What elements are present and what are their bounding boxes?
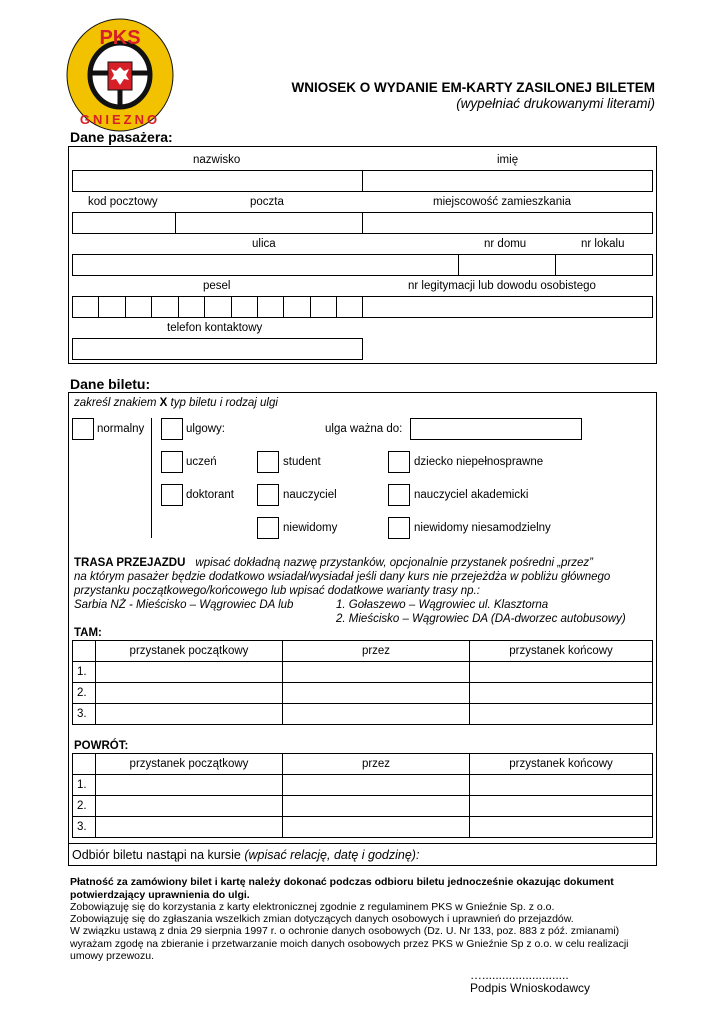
end-stop-cell[interactable] bbox=[470, 775, 653, 796]
table-row bbox=[73, 662, 653, 683]
start-stop-cell[interactable] bbox=[96, 683, 283, 704]
blind-label: niewidomy bbox=[283, 522, 338, 534]
table-header-row bbox=[73, 641, 653, 662]
teacher-checkbox[interactable] bbox=[257, 484, 279, 506]
pesel-field[interactable] bbox=[72, 296, 363, 318]
postal-code-field[interactable] bbox=[72, 212, 176, 234]
table-row bbox=[73, 817, 653, 838]
ticket-heading: Dane biletu: bbox=[70, 376, 151, 392]
flat-no-label: nr lokalu bbox=[581, 238, 625, 250]
student-label: student bbox=[283, 456, 321, 468]
flat-no-field[interactable] bbox=[555, 254, 653, 276]
route-example-1: 1. Gołaszewo – Wągrowiec ul. Klasztorna bbox=[336, 599, 549, 611]
first-name-field[interactable] bbox=[362, 170, 653, 192]
end-stop-cell[interactable] bbox=[470, 796, 653, 817]
row-number: 2. bbox=[73, 683, 96, 704]
table-row bbox=[73, 796, 653, 817]
table-header-num bbox=[73, 754, 96, 775]
ticket-instruction: zakreśl znakiem X typ biletu i rodzaj ulgi bbox=[74, 397, 278, 409]
passenger-heading: Dane pasażera: bbox=[70, 129, 173, 145]
start-stop-cell[interactable] bbox=[96, 796, 283, 817]
via-stop-cell[interactable] bbox=[283, 796, 470, 817]
payment-notice: Płatność za zamówiony bilet i kartę należy dokonać podczas odbioru biletu jednocześnie okazując dokument potwierdzający uprawnienia do ulgi. bbox=[70, 876, 614, 901]
table-header-end: przystanek końcowy bbox=[470, 641, 653, 662]
via-stop-cell[interactable] bbox=[283, 817, 470, 838]
end-stop-cell[interactable] bbox=[470, 817, 653, 838]
start-stop-cell[interactable] bbox=[96, 775, 283, 796]
valid-until-field[interactable] bbox=[410, 418, 582, 440]
id-no-field[interactable] bbox=[362, 296, 653, 318]
row-number: 1. bbox=[73, 775, 96, 796]
data-consent: W związku ustawą z dnia 29 sierpnia 1997 r. o ochronie danych osobowych (Dz. U. Nr 133, poz. 883 z póź. zmianami) wyrażam zgodę na zbieranie i przetwarzanie moich danych osobowych przez PKS w Gnieźnie Sp z o.o. w celu realizacji umowy przewozu. bbox=[70, 925, 629, 962]
city-field[interactable] bbox=[362, 212, 653, 234]
route-example-2: 2. Mieścisko – Wągrowiec DA (DA-dworzec autobusowy) bbox=[336, 613, 626, 625]
row-number: 3. bbox=[73, 817, 96, 838]
street-label: ulica bbox=[252, 238, 276, 250]
table-row bbox=[73, 704, 653, 725]
table-header-start: przystanek początkowy bbox=[96, 754, 283, 775]
valid-until-label: ulga ważna do: bbox=[325, 423, 403, 435]
student-checkbox[interactable] bbox=[257, 451, 279, 473]
form-title: WNIOSEK O WYDANIE EM-KARTY ZASILONEJ BILETEM bbox=[291, 80, 655, 95]
academic-teacher-checkbox[interactable] bbox=[388, 484, 410, 506]
normal-checkbox[interactable] bbox=[72, 418, 94, 440]
pickup-divider bbox=[68, 843, 657, 844]
end-stop-cell[interactable] bbox=[470, 704, 653, 725]
table-header-via: przez bbox=[283, 754, 470, 775]
route-example-left: Sarbia NŻ - Mieścisko – Wągrowiec DA lub bbox=[74, 599, 294, 611]
post-office-field[interactable] bbox=[175, 212, 363, 234]
signature-label: Podpis Wnioskodawcy bbox=[470, 981, 591, 995]
phone-field[interactable] bbox=[72, 338, 363, 360]
disabled-child-checkbox[interactable] bbox=[388, 451, 410, 473]
signature-dots: ….......................... bbox=[470, 968, 569, 982]
pesel-label: pesel bbox=[203, 280, 231, 292]
table-header-num bbox=[73, 641, 96, 662]
row-number: 2. bbox=[73, 796, 96, 817]
blind-checkbox[interactable] bbox=[257, 517, 279, 539]
route-desc-line1: TRASA PRZEJAZDU wpisać dokładną nazwę przystanków, opcjonalnie przystanek pośredni „przez” bbox=[74, 557, 593, 569]
reduced-checkbox[interactable] bbox=[161, 418, 183, 440]
surname-label: nazwisko bbox=[193, 154, 241, 166]
logo-top-text: PKS bbox=[99, 27, 141, 49]
table-header-via: przez bbox=[283, 641, 470, 662]
pupil-checkbox[interactable] bbox=[161, 451, 183, 473]
pks-logo bbox=[66, 18, 174, 132]
teacher-label: nauczyciel bbox=[283, 489, 337, 501]
table-row bbox=[73, 775, 653, 796]
via-stop-cell[interactable] bbox=[283, 704, 470, 725]
via-stop-cell[interactable] bbox=[283, 662, 470, 683]
blind-dependent-checkbox[interactable] bbox=[388, 517, 410, 539]
pupil-label: uczeń bbox=[186, 456, 217, 468]
house-no-field[interactable] bbox=[458, 254, 556, 276]
form-subtitle: (wypełniać drukowanymi literami) bbox=[456, 96, 655, 111]
end-stop-cell[interactable] bbox=[470, 683, 653, 704]
start-stop-cell[interactable] bbox=[96, 704, 283, 725]
surname-field[interactable] bbox=[72, 170, 363, 192]
post-office-label: poczta bbox=[250, 196, 284, 208]
via-stop-cell[interactable] bbox=[283, 775, 470, 796]
city-label: miejscowość zamieszkania bbox=[433, 196, 572, 208]
route-desc-line2: na którym pasażer będzie dodatkowo wsiadał/wysiadał jeśli dany kurs nie przejeżdża w pobliżu głównego bbox=[74, 571, 611, 583]
there-table bbox=[72, 640, 653, 725]
reduced-label: ulgowy: bbox=[186, 423, 225, 435]
disabled-child-label: dziecko niepełnosprawne bbox=[414, 456, 544, 468]
start-stop-cell[interactable] bbox=[96, 817, 283, 838]
back-label: POWRÓT: bbox=[74, 740, 129, 752]
row-number: 3. bbox=[73, 704, 96, 725]
id-no-label: nr legitymacji lub dowodu osobistego bbox=[408, 280, 596, 292]
phd-checkbox[interactable] bbox=[161, 484, 183, 506]
via-stop-cell[interactable] bbox=[283, 683, 470, 704]
blind-dependent-label: niewidomy niesamodzielny bbox=[414, 522, 551, 534]
table-header-row bbox=[73, 754, 653, 775]
table-header-end: przystanek końcowy bbox=[470, 754, 653, 775]
normal-label: normalny bbox=[97, 423, 145, 435]
row-number: 1. bbox=[73, 662, 96, 683]
phd-label: doktorant bbox=[186, 489, 234, 501]
pickup-line[interactable]: Odbiór biletu nastąpi na kursie (wpisać relację, datę i godzinę): bbox=[72, 848, 420, 862]
ticket-divider bbox=[151, 418, 152, 538]
logo-bottom-text: GNIEZNO bbox=[79, 112, 161, 127]
commitment-card: Zobowiązuję się do korzystania z karty elektronicznej zgodnie z regulaminem PKS w Gnieźnie Sp. z o.o. bbox=[70, 901, 555, 913]
house-no-label: nr domu bbox=[484, 238, 527, 250]
commitment-changes: Zobowiązuję się do zgłaszania wszelkich zmian dotyczących danych osobowych i uprawnień do przejazdów. bbox=[70, 913, 574, 925]
street-field[interactable] bbox=[72, 254, 459, 276]
end-stop-cell[interactable] bbox=[470, 662, 653, 683]
table-row bbox=[73, 683, 653, 704]
first-name-label: imię bbox=[497, 154, 519, 166]
route-desc-line3: przystanku początkowego/końcowego lub wpisać dodatkowe warianty trasy np.: bbox=[74, 585, 480, 597]
academic-teacher-label: nauczyciel akademicki bbox=[414, 489, 529, 501]
phone-label: telefon kontaktowy bbox=[167, 322, 263, 334]
back-table bbox=[72, 753, 653, 838]
postal-code-label: kod pocztowy bbox=[88, 196, 158, 208]
table-header-start: przystanek początkowy bbox=[96, 641, 283, 662]
there-label: TAM: bbox=[74, 627, 102, 639]
start-stop-cell[interactable] bbox=[96, 662, 283, 683]
